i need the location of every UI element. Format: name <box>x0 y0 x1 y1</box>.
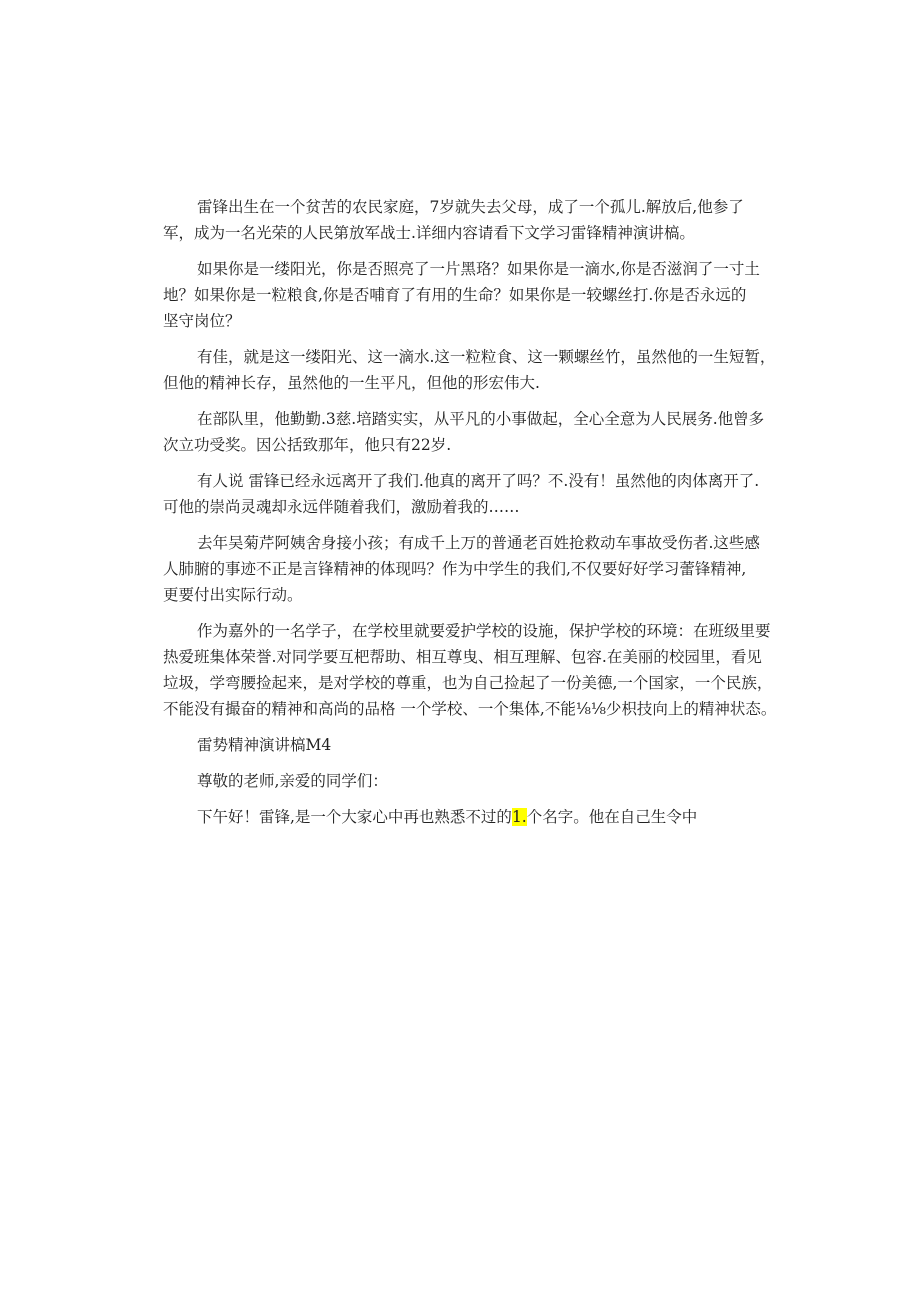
paragraph-line: 雷锋出生在一个贫苦的农民家庭，7岁就失去父母，成了一个孤儿.解放后,他参了 <box>197 198 744 216</box>
paragraph-line: 有佳，就是这一缕阳光、这一滴水.这一粒粒食、这一颗螺丝竹，虽然他的一生短暂， <box>197 348 776 366</box>
paragraph-line: 作为嘉外的一名学子，在学校里就要爱护学校的设施，保护学校的环境：在班级里要 <box>197 622 771 640</box>
paragraph-line: 尊敬的老师,亲爱的同学们： <box>197 772 388 790</box>
paragraph-line: 次立功受奖。因公括致那年，他只有22岁. <box>163 436 452 454</box>
paragraph <box>163 194 775 246</box>
text-before-highlight: 下午好！雷锋,是一个大家心中再也熟悉不过的 <box>197 808 512 826</box>
paragraph-line: 地？如果你是一粒粮食,你是否哺育了有用的生命？如果你是一较螺丝打.你是否永远的 <box>163 286 747 304</box>
paragraph <box>163 618 775 722</box>
paragraph-line: 坚守岗位？ <box>163 312 241 330</box>
paragraph <box>163 530 775 608</box>
paragraph <box>163 256 775 334</box>
paragraph-line: 去年吴菊芹阿姨舍身接小孩；有成千上万的普通老百姓抢救动车事故受伤者.这些感 <box>197 534 760 552</box>
paragraph <box>163 468 775 520</box>
paragraph-line: 如果你是一缕阳光，你是否照亮了一片黑珞？如果你是一滴水,你是否滋润了一寸土 <box>197 260 760 278</box>
text-after-highlight: 个名字。他在自己生令中 <box>526 808 698 826</box>
paragraph-line: 不能没有撮奋的精神和高尚的品格 一个学校、一个集体,不能⅛⅛少枳技向上的精神状态。 <box>163 700 777 718</box>
paragraph-line: 雷势精神演讲槁M4 <box>197 736 332 754</box>
paragraph-line: 有人说 雷锋已经永远离开了我们.他真的离开了吗？不.没有！虽然他的肉体离开了. <box>197 472 760 490</box>
paragraph-line: 在部队里，他勤勤.3慈.培踏实实，从平凡的小事做起，全心全意为人民展务.他曾多 <box>197 410 765 428</box>
paragraph-line: 军，成为一名光荣的人民第放军战士.详细内容请看下文学习雷锋精神演讲槁。 <box>163 224 695 242</box>
paragraph-line: 可他的崇尚灵魂却永远伴随着我们，激励着我的…… <box>163 498 520 516</box>
paragraph <box>163 344 775 396</box>
paragraph-last <box>163 804 775 830</box>
highlighted-text: 1. <box>511 808 527 826</box>
paragraph-line: 但他的精神长存，虽然他的一生平凡，但他的形宏伟大. <box>163 374 540 392</box>
paragraph <box>163 768 775 794</box>
paragraph-line: 垃圾，学弯腰捡起来，是对学校的尊重，也为自己捡起了一份美德,一个国家，一个民族， <box>163 674 773 692</box>
paragraph-line: 更要付出实际行动。 <box>163 586 303 604</box>
document-body <box>163 194 775 840</box>
paragraph-line: 热爱班集体荣誉.对同学要互杷帮助、相互尊曳、相互理解、包容.在美丽的校园里，看见 <box>163 648 762 666</box>
paragraph-line: 人肺腑的事迹不正是言锋精神的体现吗？作为中学生的我们,不仅要好好学习蕾锋精神, <box>163 560 747 578</box>
paragraph <box>163 406 775 458</box>
paragraph-list <box>163 194 775 794</box>
paragraph <box>163 732 775 758</box>
